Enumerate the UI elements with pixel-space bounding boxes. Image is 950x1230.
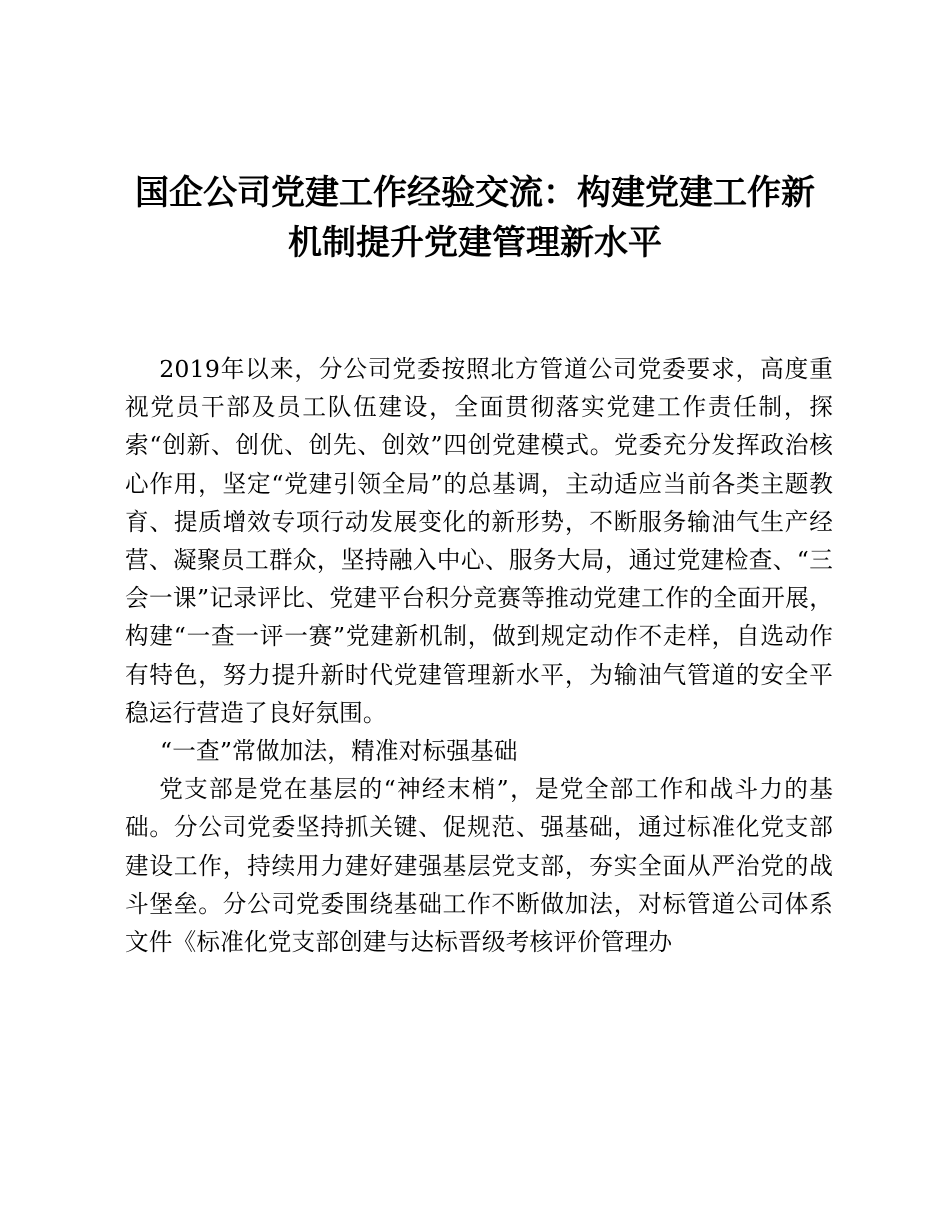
title-line-2: 机制提升党建管理新水平 <box>288 223 662 263</box>
document-body <box>125 350 833 961</box>
body-paragraph-intro: 2019年以来，分公司党委按照北方管道公司党委要求，高度重视党员干部及员工队伍建设，全面贯彻落实党建工作责任制，探索“创新、创优、创先、创效”四创党建模式。党委充分发挥政治核心作用，坚定“党建引领全局”的总基调，主动适应当前各类主题教育、提质增效专项行动发展变化的新形势，不断服务输油气生产经营、凝聚员工群众，坚持融入中心、服务大局，通过党建检查、“三会一课”记录评比、党建平台积分竞赛等推动党建工作的全面开展，构建“一查一评一赛”党建新机制，做到规定动作不走样，自选动作有特色，努力提升新时代党建管理新水平，为输油气管道的安全平稳运行营造了良好氛围。 <box>125 355 833 727</box>
title-line-1: 国企公司党建工作经验交流：构建党建工作新 <box>135 173 815 213</box>
section-heading: “一查”常做加法，精准对标强基础 <box>160 737 518 766</box>
document-title <box>100 168 850 268</box>
body-paragraph-section-1: 党支部是党在基层的“神经末梢”，是党全部工作和战斗力的基础。分公司党委坚持抓关键、促规范、强基础，通过标准化党支部建设工作，持续用力建好建强基层党支部，夯实全面从严治党的战斗堡垒。分公司党委围绕基础工作不断做加法，对标管道公司体系文件《标准化党支部创建与达标晋级考核评价管理办 <box>125 775 833 957</box>
